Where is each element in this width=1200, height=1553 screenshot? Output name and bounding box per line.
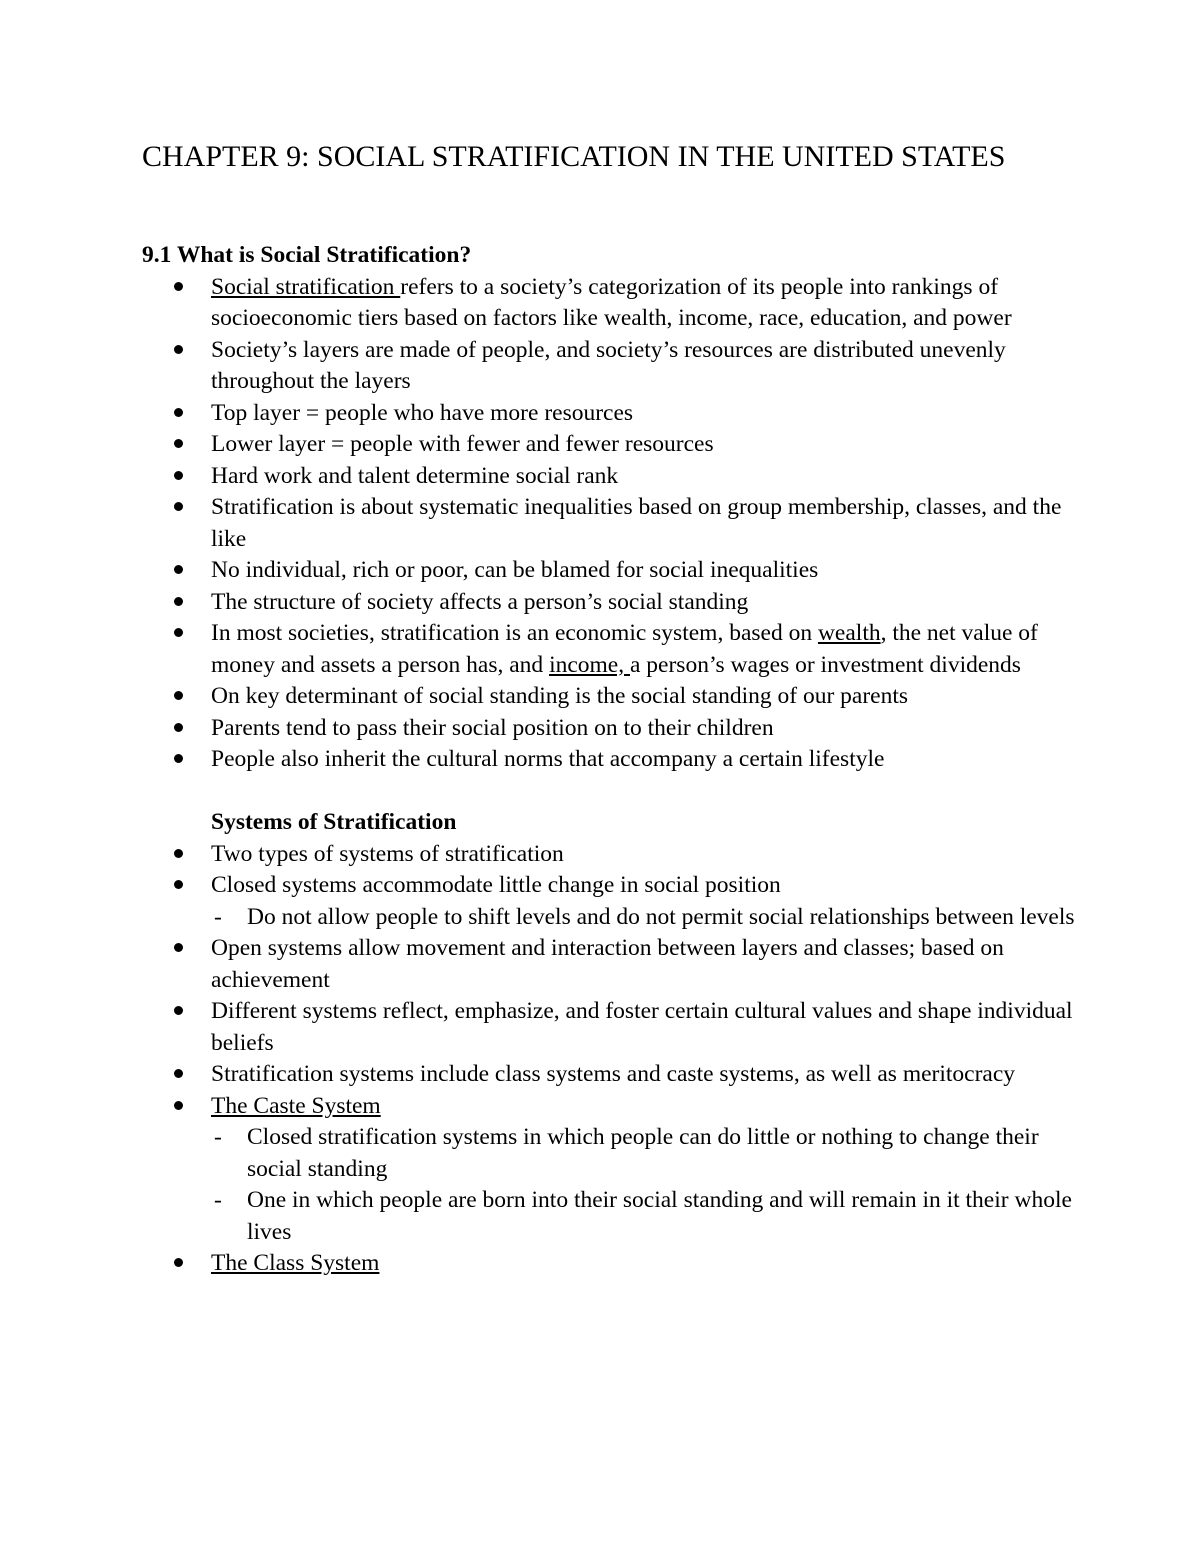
bullet-icon	[174, 691, 183, 700]
section-heading: 9.1 What is Social Stratification?	[142, 242, 472, 268]
sub-list-item-text: Closed stratification systems in which people can do little or nothing to change their social standing	[247, 1124, 1039, 1182]
list-item-text: Hard work and talent determine social rank	[211, 462, 619, 489]
list-item-text: Lower layer = people with fewer and fewer resources	[211, 431, 714, 457]
list-item	[142, 681, 1082, 713]
term-social-stratification: Social stratification	[211, 273, 401, 300]
bullet-icon	[174, 345, 183, 354]
list-item	[142, 461, 1082, 493]
list-item-text: Parents tend to pass their social position on to their children	[211, 714, 774, 741]
list-item-text: Stratification is about systematic inequalities based on group membership, classes, and the like	[211, 494, 1062, 552]
list-item-text: On key determinant of social standing is the social standing of our parents	[211, 683, 909, 709]
list-item-text: In most societies, stratification is an economic system, based on	[211, 620, 818, 646]
list-item-text: Top layer = people who have more resources	[211, 399, 634, 426]
list-item	[142, 555, 1082, 587]
list-item	[142, 870, 1082, 902]
bullet-icon	[174, 754, 183, 763]
bullet-icon	[174, 723, 183, 732]
subsection-heading: Systems of Stratification	[211, 809, 457, 835]
list-item	[142, 933, 1082, 996]
list-item-text: The structure of society affects a person’s social standing	[211, 588, 749, 615]
list-item	[142, 713, 1082, 745]
bullet-icon	[174, 502, 183, 511]
list-item	[142, 996, 1082, 1059]
list-item-text: People also inherit the cultural norms that accompany a certain lifestyle	[211, 746, 885, 772]
list-item-text: Closed systems accommodate little change in social position	[211, 872, 781, 898]
term-wealth: wealth	[817, 620, 881, 646]
list-item	[142, 1091, 1082, 1123]
bullet-icon	[174, 1258, 183, 1267]
dash-icon: -	[214, 1187, 222, 1213]
systems-bullet-list-end	[142, 1248, 1082, 1280]
systems-bullet-list	[142, 839, 1082, 902]
bullet-icon	[174, 408, 183, 417]
bullet-icon	[174, 943, 183, 952]
term-caste-system: The Caste System	[211, 1092, 381, 1119]
list-item-text: Open systems allow movement and interaction between layers and classes; based on achievement	[211, 935, 1004, 993]
page-content	[142, 240, 1082, 1280]
bullet-icon	[174, 439, 183, 448]
list-item	[142, 587, 1082, 619]
list-item-text: a person’s wages or investment dividends	[629, 651, 1021, 678]
dash-icon: -	[214, 903, 222, 930]
sub-list-item	[142, 1122, 1082, 1185]
bullet-icon	[174, 1069, 183, 1078]
list-item-text: Society’s layers are made of people, and society’s resources are distributed unevenly throughout the layers	[211, 336, 1006, 394]
list-item	[142, 272, 1082, 335]
list-item	[142, 429, 1082, 461]
list-item-text: Stratification systems include class systems and caste systems, as well as meritocracy	[211, 1061, 1016, 1087]
sub-list-item	[142, 902, 1082, 934]
dash-sublist-caste	[142, 1122, 1082, 1248]
bullet-icon	[174, 597, 183, 606]
sub-list-item	[142, 1185, 1082, 1248]
bullet-icon	[174, 471, 183, 480]
blank-line	[142, 776, 1082, 808]
dash-sublist	[142, 902, 1082, 934]
term-class-system: The Class System	[211, 1250, 380, 1276]
bullet-icon	[174, 880, 183, 889]
list-item	[142, 1059, 1082, 1091]
list-item-text: refers to a society’s categorization of its people into rankings of socioeconomic tiers based on factors like wealth, income, race, education, and power	[211, 273, 1012, 331]
bullet-icon	[174, 565, 183, 574]
list-item	[142, 744, 1082, 776]
sub-list-item-text: Do not allow people to shift levels and do not permit social relationships between levels	[247, 903, 1075, 930]
sub-list-item-text: One in which people are born into their social standing and will remain in it their whole lives	[247, 1187, 1072, 1245]
chapter-title: CHAPTER 9: SOCIAL STRATIFICATION IN THE UNITED STATES	[142, 140, 1006, 173]
list-item-text: Two types of systems of stratification	[211, 840, 564, 867]
list-item	[142, 1248, 1082, 1280]
list-item	[142, 335, 1082, 398]
list-item	[142, 618, 1082, 681]
intro-bullet-list	[142, 272, 1082, 776]
list-item-text: Different systems reflect, emphasize, and foster certain cultural values and shape individual beliefs	[211, 998, 1073, 1056]
list-item	[142, 492, 1082, 555]
list-item-text: , the net value of money and assets a person has, and	[211, 620, 1038, 678]
bullet-icon	[174, 1101, 183, 1110]
list-item-text: No individual, rich or poor, can be blamed for social inequalities	[211, 557, 819, 583]
bullet-icon	[174, 849, 183, 858]
list-item	[142, 398, 1082, 430]
bullet-icon	[174, 628, 183, 637]
bullet-icon	[174, 1006, 183, 1015]
dash-icon: -	[214, 1124, 222, 1150]
bullet-icon	[174, 282, 183, 291]
systems-bullet-list-cont	[142, 933, 1082, 1122]
term-income: income,	[549, 651, 630, 678]
list-item	[142, 839, 1082, 871]
